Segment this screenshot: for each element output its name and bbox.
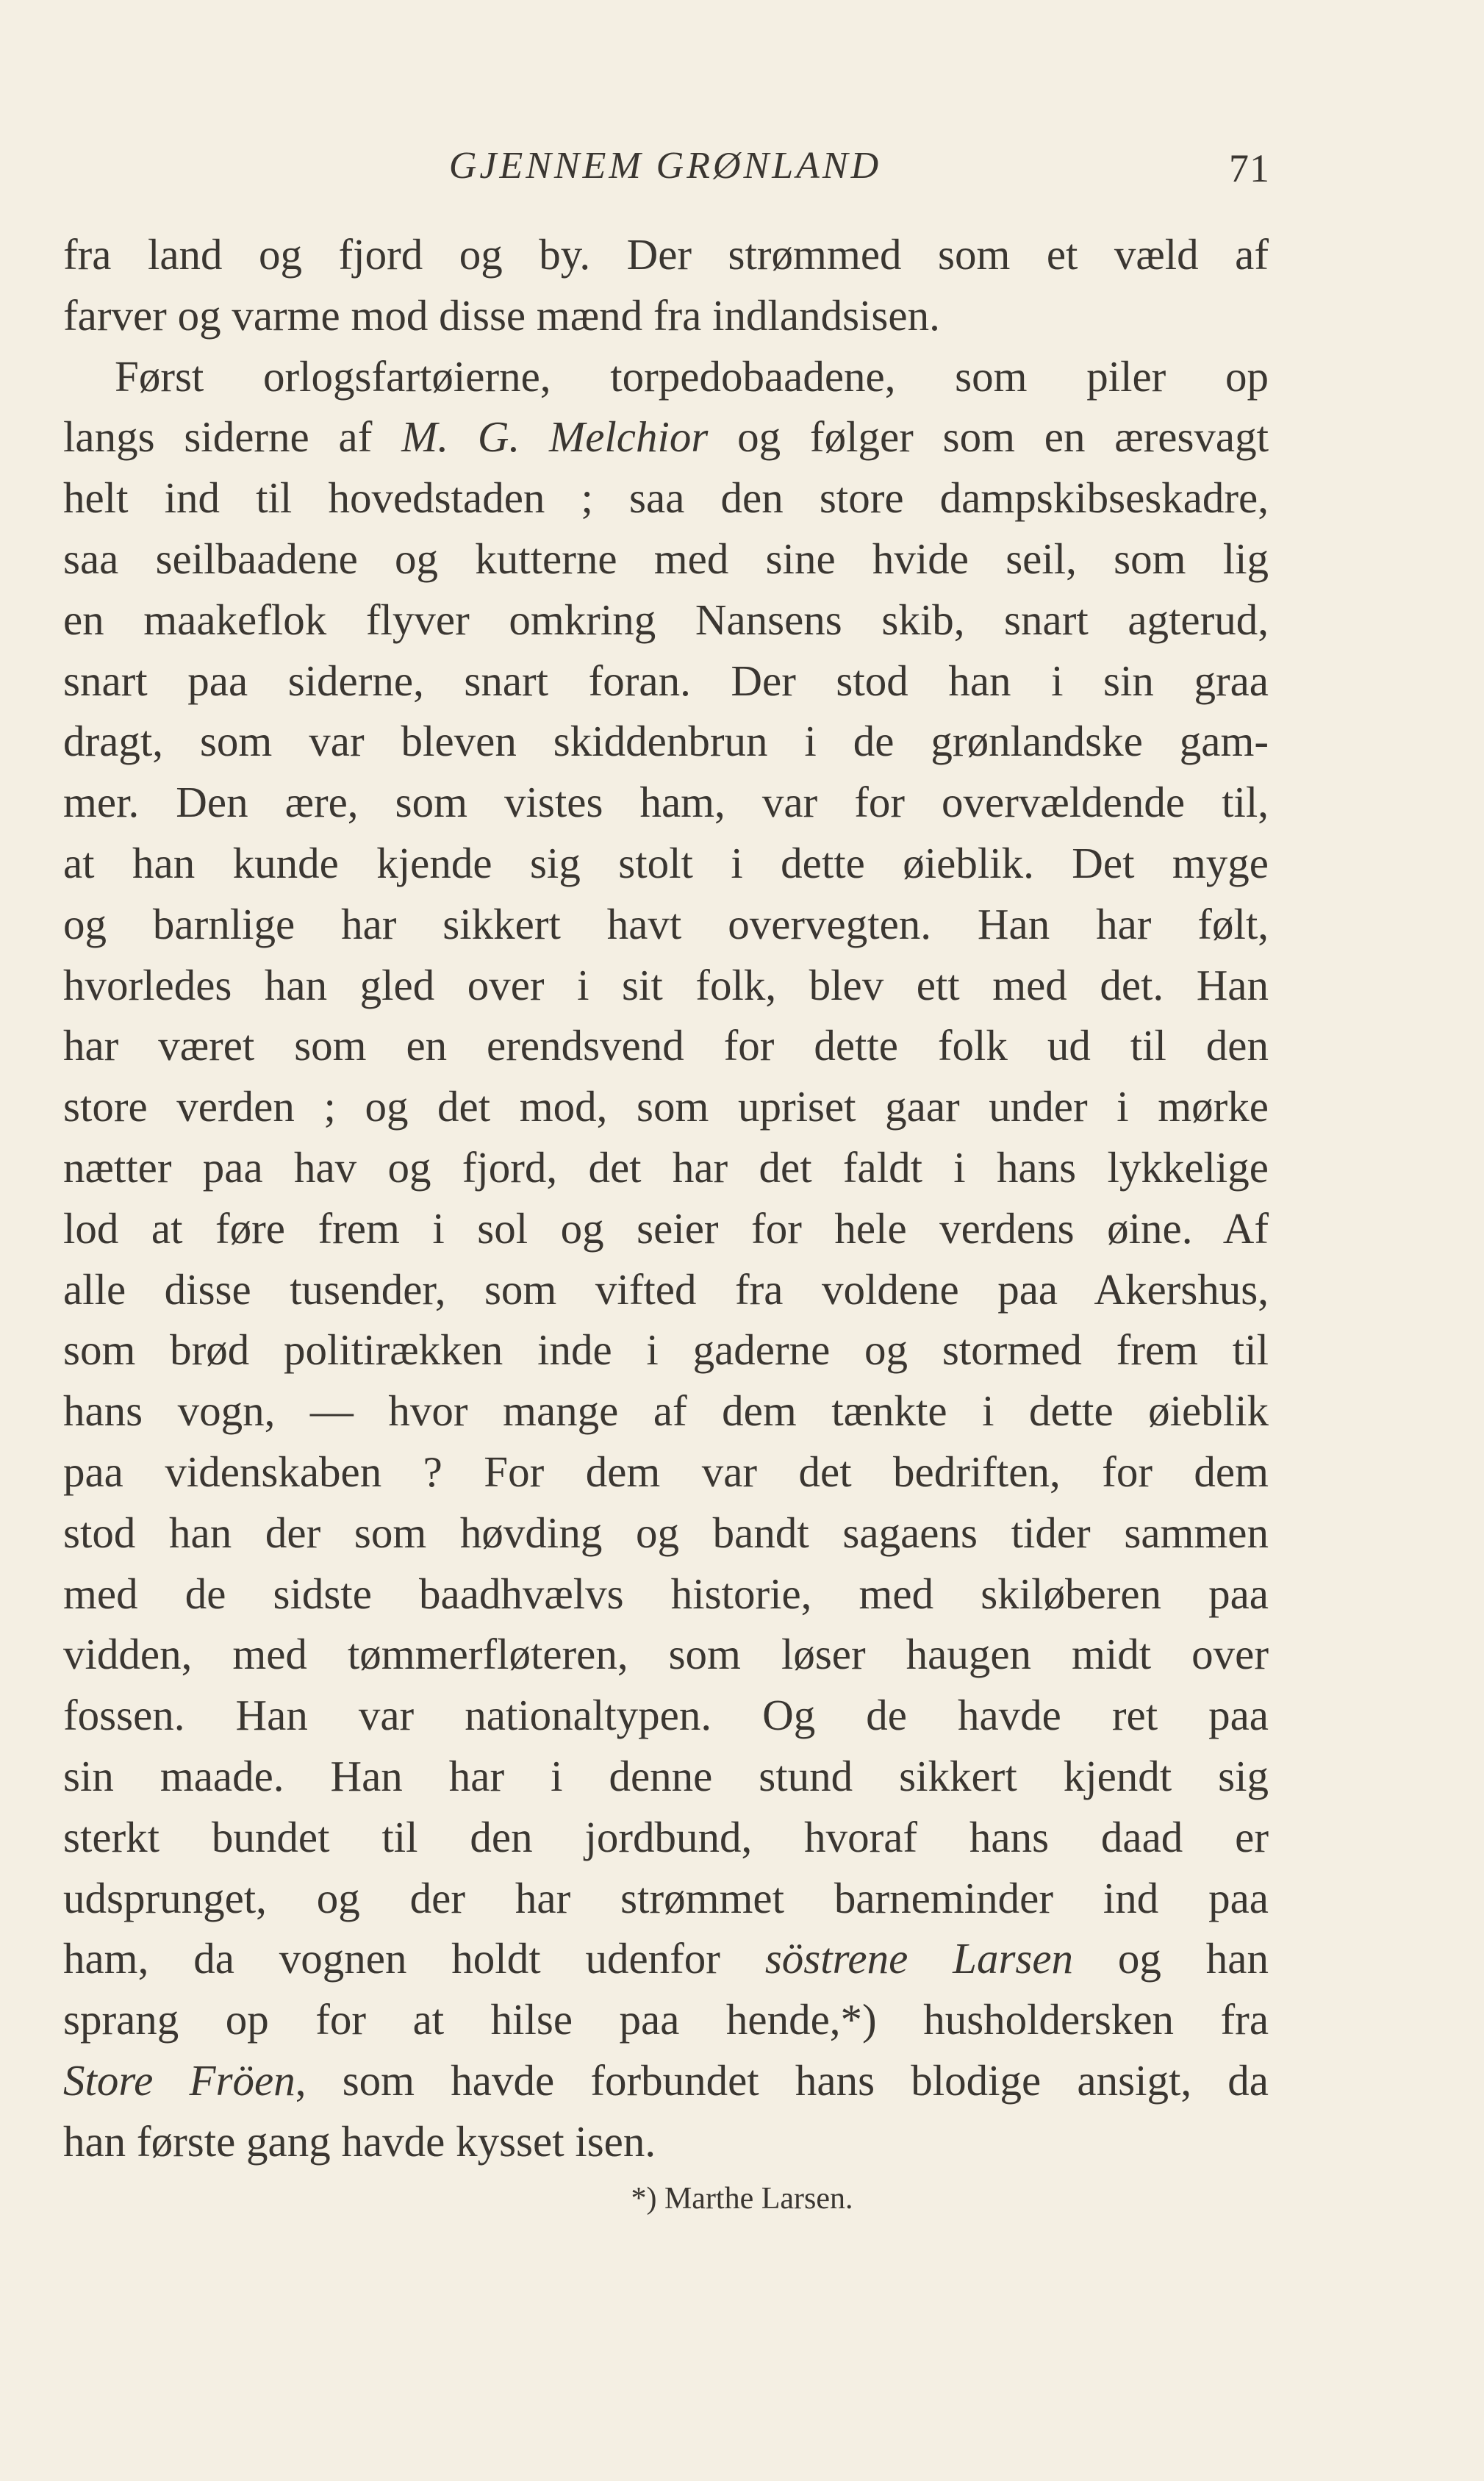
text-segment: en maakeflok flyver omkring Nansens skib, snart agterud, [63,595,1269,644]
text-segment: helt ind til hovedstaden ; saa den store dampskibseskadre, [63,473,1269,523]
text-line [63,224,1269,285]
text-segment: udsprunget, og der har strømmet barneminder ind paa [63,1873,1269,1922]
text-segment: at han kunde kjende sig stolt i dette øieblik. Det myge [63,838,1269,887]
italic-text-segment: söstrene Larsen [764,1934,1074,1983]
text-segment: ham, da vognen holdt udenfor [63,1934,765,1983]
text-segment: har været som en erendsvend for dette folk ud til den [63,1021,1269,1070]
text-line [63,1746,1269,1807]
text-segment: Først orlogsfartøierne, torpedobaadene, som piler op [115,351,1269,401]
text-segment: og følger som en æresvagt [708,412,1269,462]
text-line [63,955,1269,1016]
text-segment: farver og varme mod disse mænd fra indlandsisen. [63,290,940,340]
text-line [63,2111,1269,2172]
text-line [63,468,1269,529]
text-segment: han første gang havde kysset isen. [63,2116,656,2166]
text-line [63,346,1269,407]
text-line [63,651,1269,712]
text-segment: alle disse tusender, som vifted fra voldene paa Akershus, [63,1264,1269,1314]
text-line [63,711,1269,772]
text-line [63,285,1269,346]
italic-text-segment: Store Fröen [63,2055,295,2105]
text-segment: hans vogn, — hvor mange af dem tænkte i dette øieblik [63,1386,1269,1436]
text-line [63,407,1269,468]
text-line [63,1198,1269,1259]
text-line [63,894,1269,955]
text-segment: lod at føre frem i sol og seier for hele verdens øine. Af [63,1203,1269,1253]
text-segment: langs siderne af [63,412,402,462]
text-segment: dragt, som var bleven skiddenbrun i de grønlandske gam- [63,717,1269,766]
text-segment: med de sidste baadhvælvs historie, med skiløberen paa [63,1569,1269,1618]
footnote: *) Marthe Larsen. [631,2182,853,2216]
text-line [63,590,1269,651]
text-line [63,1259,1269,1320]
text-line [63,1442,1269,1503]
text-line [63,1320,1269,1381]
text-line [63,1015,1269,1076]
running-title: GJENNEM GRØNLAND [448,145,882,187]
text-segment: vidden, med tømmerfløteren, som løser haugen midt over [63,1630,1269,1679]
text-line [63,1807,1269,1868]
italic-text-segment: M. G. Melchior [401,412,709,462]
text-segment: , som havde forbundet hans blodige ansigt, da [295,2055,1269,2105]
text-line [63,1381,1269,1442]
text-line [63,1868,1269,1929]
text-segment: sin maade. Han har i denne stund sikkert kjendt sig [63,1751,1269,1800]
text-segment: fra land og fjord og by. Der strømmed som et væld af [63,230,1269,279]
text-segment: og barnlige har sikkert havt overvegten. Han har følt, [63,899,1269,948]
text-line [63,529,1269,590]
text-segment: snart paa siderne, snart foran. Der stod han i sin graa [63,656,1269,705]
text-line [63,1137,1269,1198]
text-line [63,1685,1269,1746]
text-segment: som brød politirækken inde i gaderne og stormed frem til [63,1325,1269,1375]
text-line [63,2050,1269,2111]
text-line [63,1503,1269,1564]
text-line [63,1624,1269,1685]
text-segment: stod han der som høvding og bandt sagaens tider sammen [63,1508,1269,1557]
text-line [63,772,1269,833]
text-line [63,1989,1269,2050]
text-segment: store verden ; og det mod, som upriset gaar under i mørke [63,1082,1269,1131]
text-segment: mer. Den ære, som vistes ham, var for overvældende til, [63,778,1269,827]
text-segment: og han [1073,1934,1269,1983]
text-segment: hvorledes han gled over i sit folk, blev ett med det. Han [63,960,1269,1009]
text-line [63,1928,1269,1989]
text-segment: nætter paa hav og fjord, det har det faldt i hans lykkelige [63,1142,1269,1192]
text-segment: sprang op for at hilse paa hende,*) husholdersken fra [63,1995,1269,2044]
text-segment: fossen. Han var nationaltypen. Og de havde ret paa [63,1691,1269,1740]
text-segment: sterkt bundet til den jordbund, hvoraf hans daad er [63,1812,1269,1861]
text-segment: saa seilbaadene og kutterne med sine hvide seil, som lig [63,534,1269,583]
text-line [63,1564,1269,1625]
text-segment: paa videnskaben ? For dem var det bedriften, for dem [63,1447,1269,1496]
body-text [63,224,1269,2172]
text-line [63,833,1269,894]
text-line [63,1076,1269,1137]
page-number: 71 [1229,146,1270,190]
